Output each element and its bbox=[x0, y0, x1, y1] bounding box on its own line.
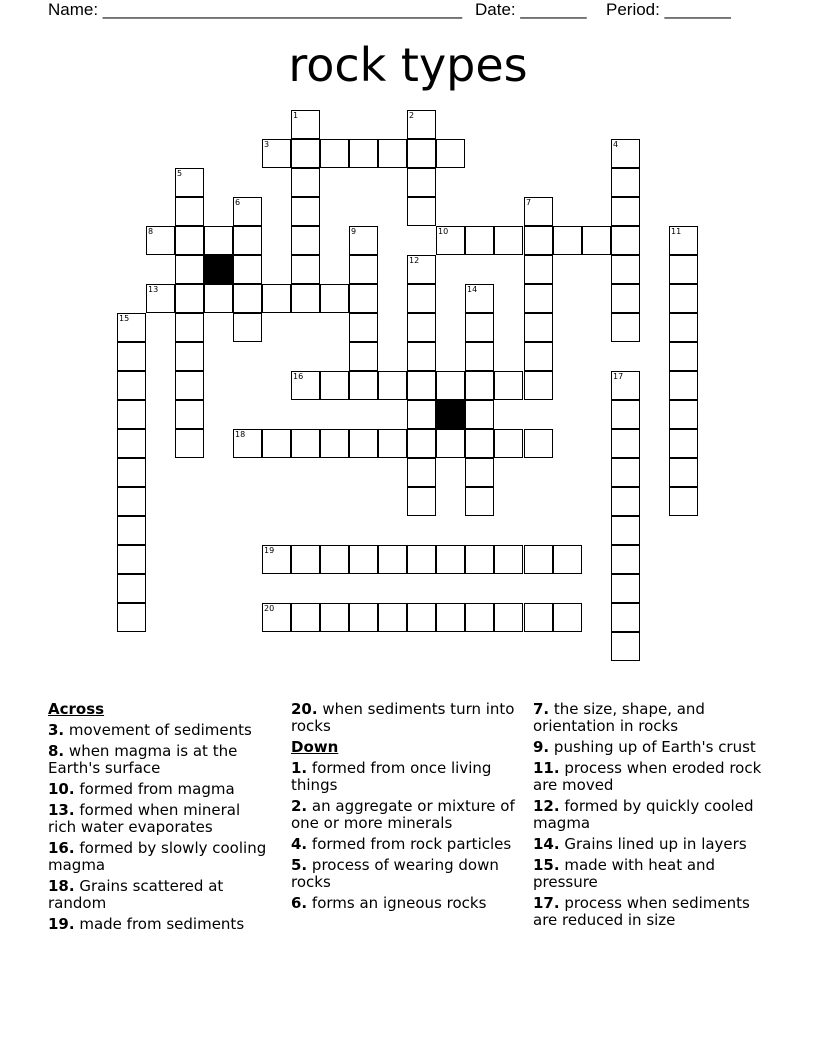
crossword-cell[interactable] bbox=[117, 342, 146, 371]
clue-across-18: 18. Grains scattered at random bbox=[48, 877, 224, 912]
clue-down-17: 17. process when sediments are reduced in size bbox=[533, 894, 750, 929]
clue-across-19: 19. made from sediments bbox=[48, 915, 245, 933]
clue-number: 3 bbox=[264, 140, 270, 149]
crossword-cell[interactable] bbox=[611, 603, 640, 632]
clue-down-2: 2. an aggregate or mixture of one or more minerals bbox=[291, 797, 515, 832]
crossword-cell[interactable] bbox=[494, 603, 523, 632]
crossword-cell[interactable] bbox=[407, 342, 436, 371]
crossword-cell[interactable] bbox=[524, 603, 553, 632]
crossword-cell[interactable] bbox=[349, 371, 378, 400]
crossword-cell[interactable] bbox=[407, 139, 436, 168]
crossword-cell[interactable] bbox=[524, 545, 553, 574]
crossword-cell[interactable] bbox=[378, 429, 407, 458]
crossword-cell[interactable] bbox=[611, 400, 640, 429]
crossword-cell[interactable] bbox=[233, 226, 262, 255]
crossword-cell[interactable] bbox=[378, 371, 407, 400]
crossword-cell[interactable] bbox=[146, 284, 175, 313]
crossword-cell[interactable] bbox=[407, 487, 436, 516]
crossword-cell[interactable] bbox=[349, 603, 378, 632]
crossword-cell[interactable] bbox=[349, 139, 378, 168]
crossword-cell[interactable] bbox=[349, 342, 378, 371]
crossword-cell[interactable] bbox=[233, 429, 262, 458]
crossword-cell[interactable] bbox=[291, 110, 320, 139]
crossword-cell[interactable] bbox=[465, 603, 494, 632]
crossword-cell[interactable] bbox=[465, 458, 494, 487]
clue-number: 16 bbox=[293, 372, 304, 381]
crossword-cell[interactable] bbox=[524, 284, 553, 313]
crossword-cell[interactable] bbox=[262, 429, 291, 458]
crossword-cell[interactable] bbox=[611, 197, 640, 226]
crossword-cell[interactable] bbox=[407, 197, 436, 226]
crossword-cell[interactable] bbox=[669, 226, 698, 255]
crossword-cell[interactable] bbox=[175, 371, 204, 400]
crossword-cell[interactable] bbox=[524, 226, 553, 255]
crossword-cell[interactable] bbox=[175, 255, 204, 284]
clue-across-20: 20. when sediments turn into rocks bbox=[291, 700, 515, 735]
crossword-cell[interactable] bbox=[407, 429, 436, 458]
crossword-cell[interactable] bbox=[378, 545, 407, 574]
crossword-cell[interactable] bbox=[117, 487, 146, 516]
crossword-cell[interactable] bbox=[349, 226, 378, 255]
crossword-cell[interactable] bbox=[669, 371, 698, 400]
crossword-cell[interactable] bbox=[291, 545, 320, 574]
crossword-cell[interactable] bbox=[233, 284, 262, 313]
clue-across-8: 8. when magma is at the Earth's surface bbox=[48, 742, 238, 777]
crossword-cell[interactable] bbox=[407, 255, 436, 284]
clue-number: 5 bbox=[177, 169, 183, 178]
crossword-cell[interactable] bbox=[524, 197, 553, 226]
crossword-cell[interactable] bbox=[233, 255, 262, 284]
crossword-cell[interactable] bbox=[611, 574, 640, 603]
crossword-cell[interactable] bbox=[117, 371, 146, 400]
crossword-cell[interactable] bbox=[436, 371, 465, 400]
puzzle-title: rock types bbox=[288, 38, 528, 92]
crossword-cell[interactable] bbox=[349, 284, 378, 313]
crossword-cell[interactable] bbox=[291, 284, 320, 313]
clue-down-11: 11. process when eroded rock are moved bbox=[533, 759, 762, 794]
crossword-cell[interactable] bbox=[117, 603, 146, 632]
crossword-cell[interactable] bbox=[465, 545, 494, 574]
clue-down-6: 6. forms an igneous rocks bbox=[291, 894, 487, 912]
crossword-cell[interactable] bbox=[524, 255, 553, 284]
crossword-cell[interactable] bbox=[117, 574, 146, 603]
crossword-cell[interactable] bbox=[611, 255, 640, 284]
clue-number: 12 bbox=[409, 256, 420, 265]
crossword-cell[interactable] bbox=[553, 226, 582, 255]
crossword-cell[interactable] bbox=[494, 429, 523, 458]
crossword-cell[interactable] bbox=[262, 545, 291, 574]
crossword-cell[interactable] bbox=[233, 313, 262, 342]
crossword-cell[interactable] bbox=[175, 197, 204, 226]
crossword-cell[interactable] bbox=[465, 226, 494, 255]
crossword-cell[interactable] bbox=[117, 545, 146, 574]
crossword-cell[interactable] bbox=[262, 139, 291, 168]
crossword-cell[interactable] bbox=[233, 197, 262, 226]
crossword-cell[interactable] bbox=[320, 139, 349, 168]
crossword-cell[interactable] bbox=[320, 429, 349, 458]
crossword-cell[interactable] bbox=[349, 255, 378, 284]
crossword-cell[interactable] bbox=[175, 342, 204, 371]
crossword-cell[interactable] bbox=[378, 603, 407, 632]
crossword-cell[interactable] bbox=[465, 400, 494, 429]
crossword-cell[interactable] bbox=[553, 545, 582, 574]
crossword-cell[interactable] bbox=[262, 284, 291, 313]
crossword-cell[interactable] bbox=[436, 603, 465, 632]
crossword-cell[interactable] bbox=[465, 371, 494, 400]
crossword-cell[interactable] bbox=[669, 400, 698, 429]
crossword-cell[interactable] bbox=[117, 458, 146, 487]
crossword-cell[interactable] bbox=[611, 168, 640, 197]
clue-across-16: 16. formed by slowly cooling magma bbox=[48, 839, 267, 874]
crossword-cell[interactable] bbox=[465, 487, 494, 516]
crossword-cell[interactable] bbox=[175, 313, 204, 342]
crossword-cell[interactable] bbox=[291, 168, 320, 197]
clue-number: 14 bbox=[467, 285, 478, 294]
crossword-cell[interactable] bbox=[262, 603, 291, 632]
clue-across-13: 13. formed when mineral rich water evaporates bbox=[48, 801, 241, 836]
crossword-cell[interactable] bbox=[611, 139, 640, 168]
crossword-cell[interactable] bbox=[465, 284, 494, 313]
across-heading: Across bbox=[48, 700, 105, 718]
clue-across-10: 10. formed from magma bbox=[48, 780, 235, 798]
crossword-cell[interactable] bbox=[291, 226, 320, 255]
clue-down-15: 15. made with heat and pressure bbox=[533, 856, 716, 891]
crossword-cell[interactable] bbox=[291, 139, 320, 168]
crossword-cell[interactable] bbox=[117, 516, 146, 545]
crossword-cell[interactable] bbox=[291, 255, 320, 284]
crossword-black-cell bbox=[204, 255, 233, 284]
crossword-cell[interactable] bbox=[611, 226, 640, 255]
clue-number: 18 bbox=[235, 430, 246, 439]
clue-down-4: 4. formed from rock particles bbox=[291, 835, 512, 853]
crossword-cell[interactable] bbox=[611, 632, 640, 661]
crossword-cell[interactable] bbox=[436, 139, 465, 168]
crossword-cell[interactable] bbox=[291, 429, 320, 458]
crossword-black-cell bbox=[436, 400, 465, 429]
clues-column-1 bbox=[48, 701, 273, 937]
crossword-cell[interactable] bbox=[669, 458, 698, 487]
crossword-cell[interactable] bbox=[465, 342, 494, 371]
crossword-cell[interactable] bbox=[407, 458, 436, 487]
crossword-cell[interactable] bbox=[175, 400, 204, 429]
crossword-cell[interactable] bbox=[436, 545, 465, 574]
crossword-cell[interactable] bbox=[582, 226, 611, 255]
crossword-cell[interactable] bbox=[320, 603, 349, 632]
crossword-cell[interactable] bbox=[494, 545, 523, 574]
crossword-cell[interactable] bbox=[436, 226, 465, 255]
clue-number: 19 bbox=[264, 546, 275, 555]
crossword-cell[interactable] bbox=[611, 458, 640, 487]
crossword-cell[interactable] bbox=[320, 371, 349, 400]
clue-number: 13 bbox=[148, 285, 159, 294]
clue-number: 1 bbox=[293, 111, 299, 120]
crossword-cell[interactable] bbox=[669, 429, 698, 458]
crossword-cell[interactable] bbox=[320, 284, 349, 313]
crossword-cell[interactable] bbox=[204, 284, 233, 313]
clues-column-3 bbox=[533, 701, 768, 933]
crossword-cell[interactable] bbox=[407, 110, 436, 139]
crossword-cell[interactable] bbox=[669, 342, 698, 371]
crossword-cell[interactable] bbox=[407, 313, 436, 342]
crossword-cell[interactable] bbox=[407, 400, 436, 429]
crossword-cell[interactable] bbox=[291, 371, 320, 400]
crossword-cell[interactable] bbox=[436, 429, 465, 458]
crossword-cell[interactable] bbox=[291, 603, 320, 632]
crossword-cell[interactable] bbox=[407, 545, 436, 574]
crossword-cell[interactable] bbox=[494, 226, 523, 255]
down-heading: Down bbox=[291, 738, 339, 756]
period-field[interactable]: Period: _______ bbox=[606, 0, 731, 19]
clue-down-14: 14. Grains lined up in layers bbox=[533, 835, 747, 853]
clues-column-2 bbox=[291, 701, 519, 916]
crossword-cell[interactable] bbox=[320, 545, 349, 574]
clue-down-5: 5. process of wearing down rocks bbox=[291, 856, 499, 891]
crossword-cell[interactable] bbox=[117, 313, 146, 342]
crossword-cell[interactable] bbox=[349, 545, 378, 574]
crossword-cell[interactable] bbox=[175, 168, 204, 197]
crossword-cell[interactable] bbox=[494, 371, 523, 400]
clue-down-7: 7. the size, shape, and orientation in rocks bbox=[533, 700, 705, 735]
crossword-cell[interactable] bbox=[611, 487, 640, 516]
clue-number: 17 bbox=[613, 372, 624, 381]
crossword-cell[interactable] bbox=[175, 284, 204, 313]
clue-number: 4 bbox=[613, 140, 619, 149]
clue-down-1: 1. formed from once living things bbox=[291, 759, 492, 794]
crossword-cell[interactable] bbox=[524, 342, 553, 371]
crossword-cell[interactable] bbox=[117, 429, 146, 458]
crossword-cell[interactable] bbox=[611, 429, 640, 458]
crossword-cell[interactable] bbox=[669, 255, 698, 284]
crossword-cell[interactable] bbox=[407, 168, 436, 197]
crossword-cell[interactable] bbox=[175, 429, 204, 458]
clue-number: 9 bbox=[351, 227, 357, 236]
crossword-cell[interactable] bbox=[378, 139, 407, 168]
clue-number: 11 bbox=[671, 227, 682, 236]
name-field[interactable]: Name: ______________________________________ bbox=[48, 0, 463, 19]
clue-down-12: 12. formed by quickly cooled magma bbox=[533, 797, 754, 832]
clue-number: 2 bbox=[409, 111, 415, 120]
crossword-cell[interactable] bbox=[204, 226, 233, 255]
crossword-cell[interactable] bbox=[611, 313, 640, 342]
crossword-cell[interactable] bbox=[291, 197, 320, 226]
clue-number: 8 bbox=[148, 227, 154, 236]
crossword-cell[interactable] bbox=[669, 487, 698, 516]
crossword-cell[interactable] bbox=[611, 516, 640, 545]
crossword-cell[interactable] bbox=[465, 429, 494, 458]
crossword-cell[interactable] bbox=[407, 284, 436, 313]
crossword-cell[interactable] bbox=[349, 429, 378, 458]
crossword-cell[interactable] bbox=[524, 371, 553, 400]
crossword-cell[interactable] bbox=[465, 313, 494, 342]
crossword-cell[interactable] bbox=[524, 313, 553, 342]
crossword-cell[interactable] bbox=[407, 371, 436, 400]
clue-number: 15 bbox=[119, 314, 130, 323]
crossword-cell[interactable] bbox=[611, 284, 640, 313]
crossword-cell[interactable] bbox=[553, 603, 582, 632]
crossword-cell[interactable] bbox=[349, 313, 378, 342]
crossword-cell[interactable] bbox=[175, 226, 204, 255]
crossword-cell[interactable] bbox=[407, 603, 436, 632]
clue-across-3: 3. movement of sediments bbox=[48, 721, 252, 739]
clue-number: 10 bbox=[438, 227, 449, 236]
clue-number: 20 bbox=[264, 604, 275, 613]
crossword-cell[interactable] bbox=[524, 429, 553, 458]
crossword-cell[interactable] bbox=[611, 545, 640, 574]
clue-number: 7 bbox=[526, 198, 532, 207]
crossword-cell[interactable] bbox=[669, 313, 698, 342]
crossword-cell[interactable] bbox=[117, 400, 146, 429]
clue-number: 6 bbox=[235, 198, 241, 207]
date-field[interactable]: Date: _______ bbox=[475, 0, 587, 19]
crossword-cell[interactable] bbox=[146, 226, 175, 255]
crossword-cell[interactable] bbox=[669, 284, 698, 313]
crossword-cell[interactable] bbox=[611, 371, 640, 400]
clue-down-9: 9. pushing up of Earth's crust bbox=[533, 738, 756, 756]
